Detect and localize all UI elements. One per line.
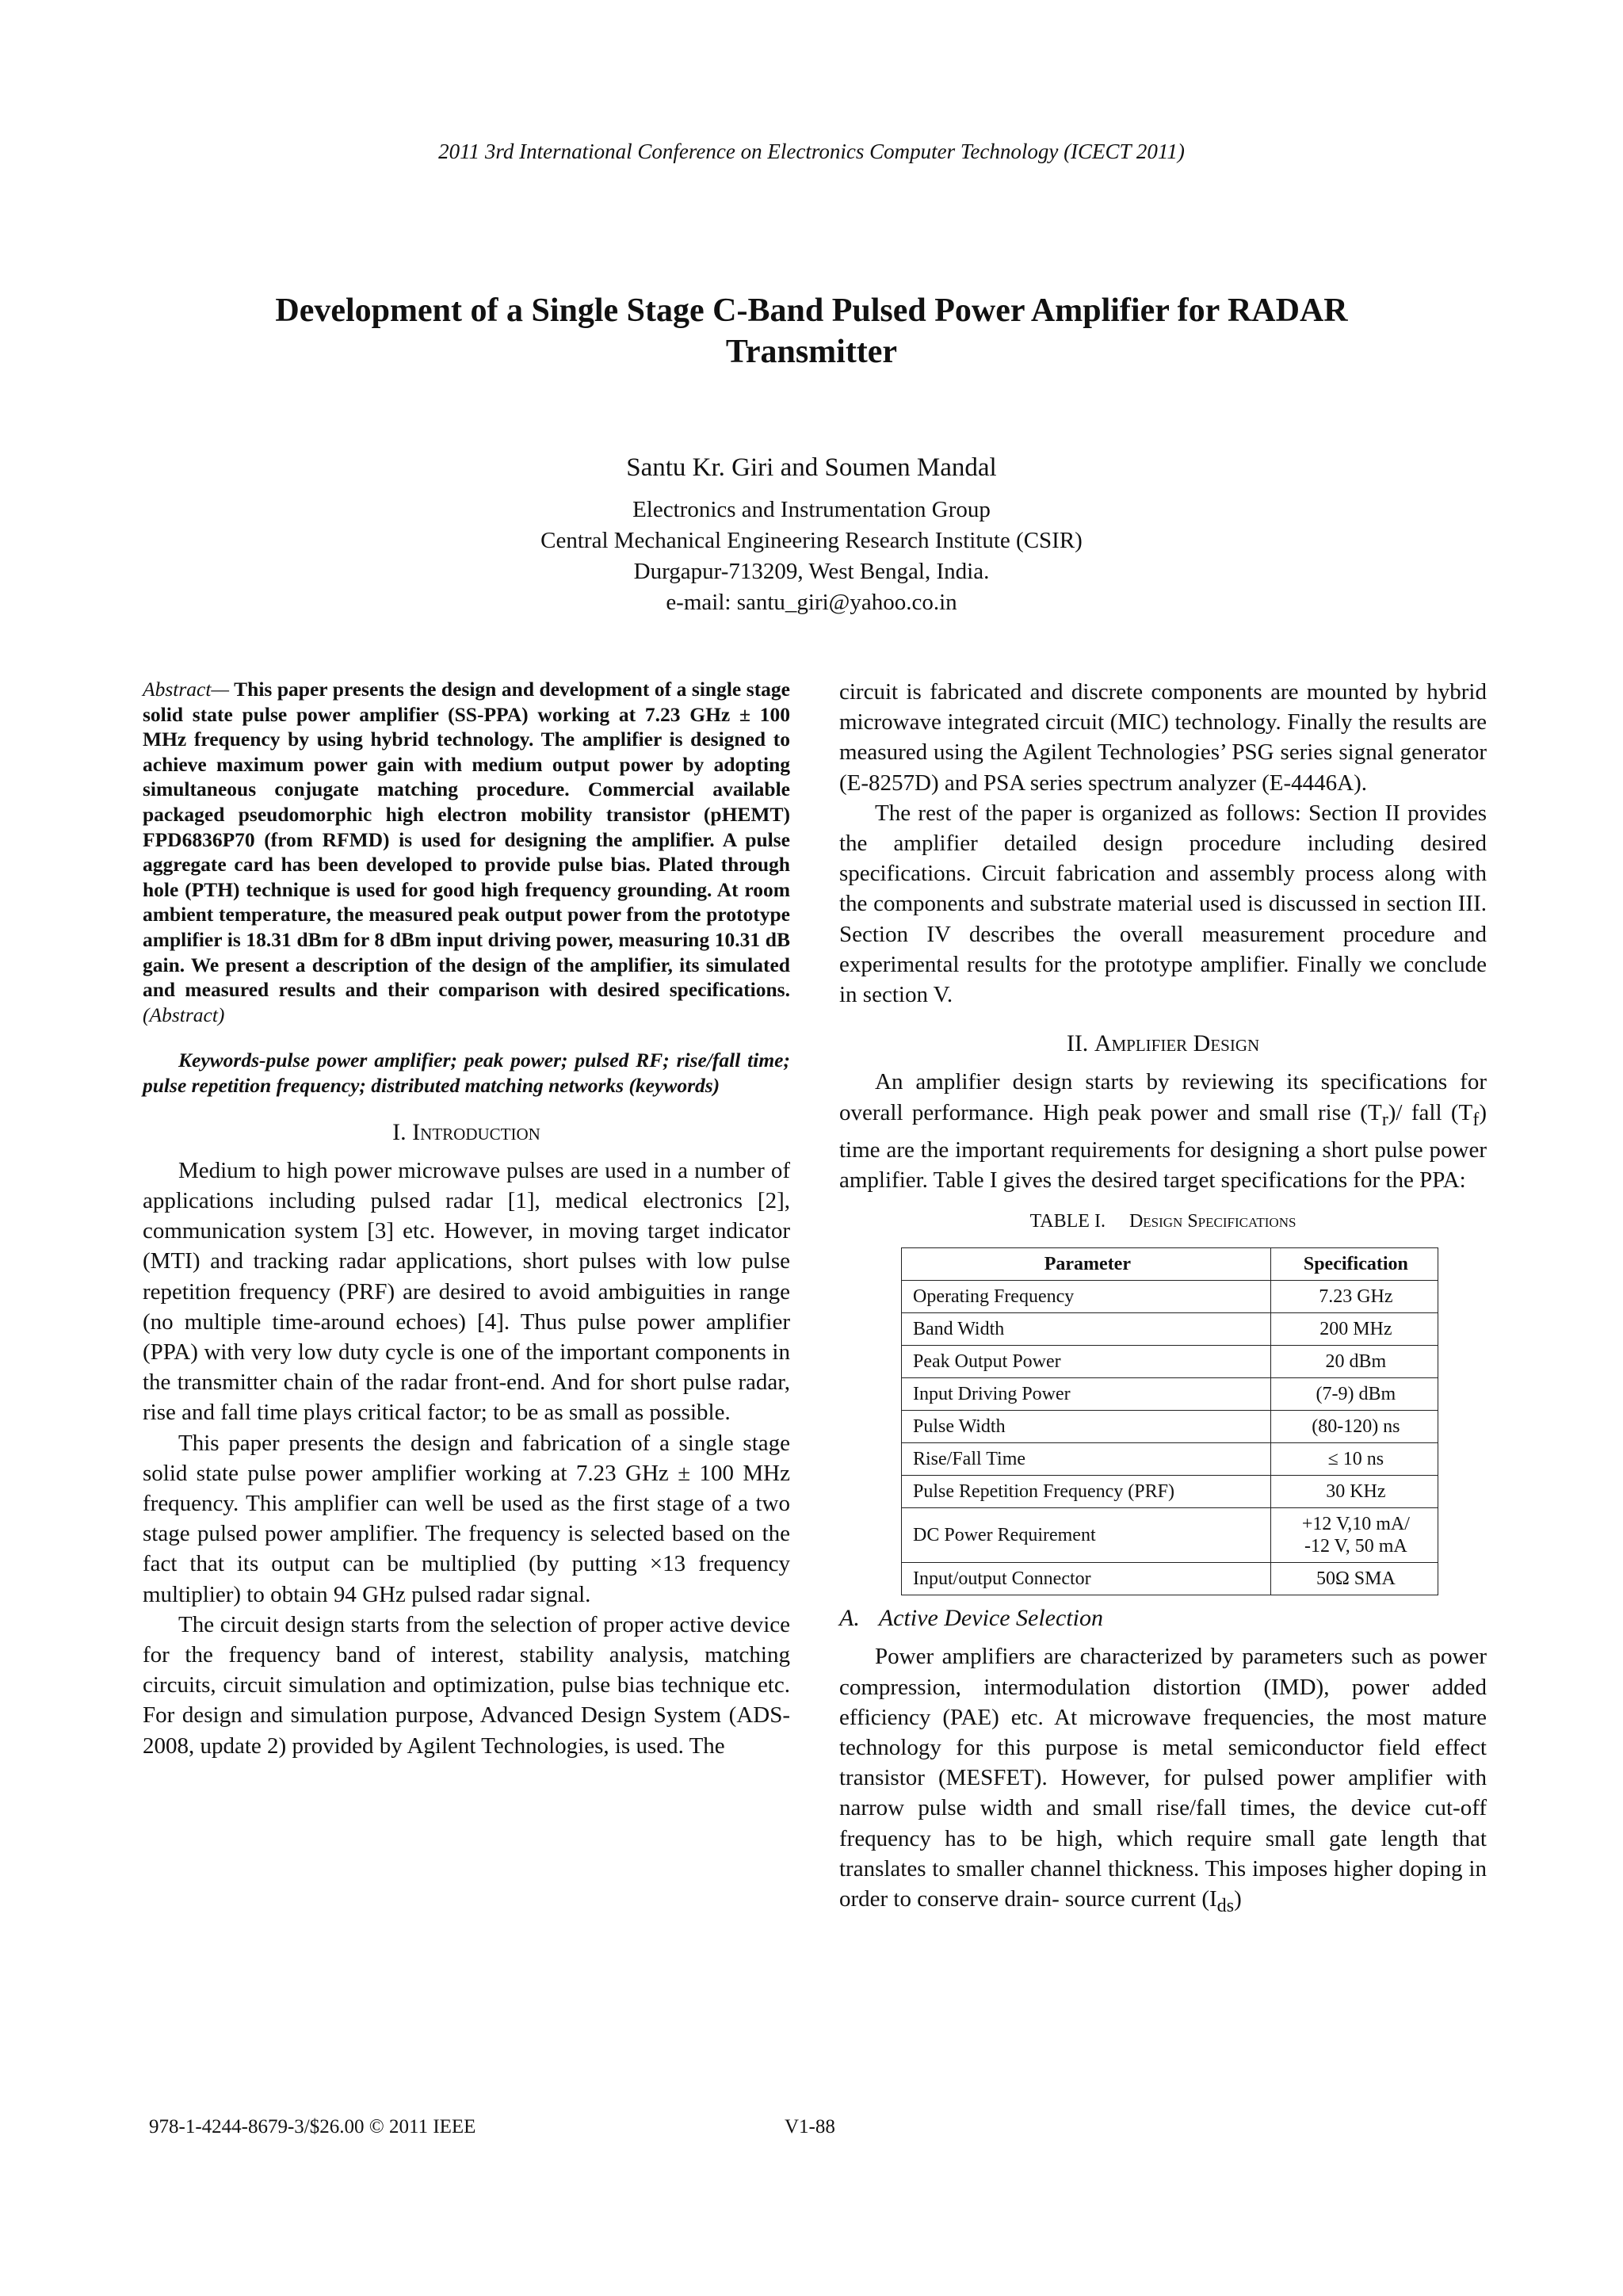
authors: Santu Kr. Giri and Soumen Mandal bbox=[626, 453, 997, 482]
paper-title bbox=[158, 290, 1465, 372]
table-cell: Band Width bbox=[902, 1313, 1271, 1346]
paper-organization: The rest of the paper is organized as follows: Section II provides the amplifier detailed design procedure including desired specifications. Circuit fabrication and assembly process along with the components and substrate material used is discussed in section III. Section IV describes the overall measurement procedure and experimental results for the prototype amplifier. Finally we conclude in section V. bbox=[839, 800, 1487, 1008]
intro-paragraph-3: The circuit design starts from the selection of proper active device for the frequency band of interest, stability analysis, matching circuits, circuit simulation and optimization, pulse bias technique etc. For design and simulation purpose, Advanced Design System (ADS-2008, update 2) provided by Agilent Technologies, is used. The bbox=[143, 1611, 790, 1759]
affiliation-address: Durgapur-713209, West Bengal, India. bbox=[633, 559, 990, 584]
section-number: II. bbox=[1066, 1030, 1089, 1057]
table-row bbox=[902, 1443, 1438, 1476]
table-row bbox=[902, 1378, 1438, 1411]
cell-line: +12 V,10 mA/ bbox=[1301, 1514, 1410, 1535]
table-row bbox=[902, 1313, 1438, 1346]
subscript-f: f bbox=[1472, 1108, 1480, 1130]
table-title: Design Specifications bbox=[1128, 1211, 1296, 1232]
table-row bbox=[902, 1476, 1438, 1508]
affiliation-group: Electronics and Instrumentation Group bbox=[632, 497, 991, 522]
intro-paragraph-2: This paper presents the design and fabrication of a single stage solid state pulse power amplifier working at 7.23 GHz ± 100 MHz frequency. This amplifier can well be used as the first stage of a two stage pulsed power amplifier. The frequency is selected based on the fact that its output can be multiplied (by putting ×13 frequency multiplier) to obtain 94 GHz pulsed radar signal. bbox=[143, 1430, 790, 1607]
text-run: ) time are the important requirements for designing a short pulse power amplifier. Table I gives the desired target specifications for the PPA: bbox=[839, 1099, 1487, 1193]
table-label: TABLE I. bbox=[1029, 1211, 1106, 1232]
cell-line: -12 V, 50 mA bbox=[1304, 1536, 1407, 1557]
subsection-title: Active Device Selection bbox=[878, 1605, 1103, 1632]
table-cell: DC Power Requirement bbox=[902, 1508, 1271, 1563]
title-line-2: Transmitter bbox=[725, 334, 898, 370]
table-cell: (80-120) ns bbox=[1270, 1411, 1438, 1443]
abstract bbox=[143, 677, 790, 1027]
design-specifications-table bbox=[901, 1247, 1438, 1595]
table-row bbox=[902, 1508, 1438, 1563]
table-cell: Pulse Repetition Frequency (PRF) bbox=[902, 1476, 1271, 1508]
text-run: Power amplifiers are characterized by parameters such as power compression, intermodulation distortion (IMD), power added efficiency (PAE) etc. At microwave frequencies, the most mature technology for this purpose is metal semiconductor field effect transistor (MESFET). However, for pulsed power amplifier with narrow pulse width and small rise/fall times, the device cut-off frequency has to be high, which require small gate length that translates to smaller channel thickness. This imposes higher doping in order to conserve drain- source current (I bbox=[839, 1644, 1487, 1912]
section-title: Amplifier Design bbox=[1094, 1030, 1260, 1057]
table-caption bbox=[839, 1206, 1487, 1236]
text-run: )/ fall (T bbox=[1388, 1099, 1473, 1125]
keywords: Keywords-pulse power amplifier; peak power; pulsed RF; rise/fall time; pulse repetition frequency; distributed matching networks (keywords) bbox=[143, 1049, 790, 1097]
subsection-number: A. bbox=[839, 1605, 860, 1632]
table-header-parameter: Parameter bbox=[902, 1248, 1271, 1281]
footer-page-number: V1-88 bbox=[785, 2116, 835, 2137]
design-intro-paragraph bbox=[839, 1067, 1487, 1195]
table-row bbox=[902, 1346, 1438, 1378]
table-cell bbox=[1270, 1508, 1438, 1563]
table-row bbox=[902, 1281, 1438, 1313]
table-cell: Peak Output Power bbox=[902, 1346, 1271, 1378]
table-cell: 30 KHz bbox=[1270, 1476, 1438, 1508]
section-heading-amplifier-design bbox=[839, 1029, 1487, 1059]
table-cell: (7-9) dBm bbox=[1270, 1378, 1438, 1411]
intro-continuation: circuit is fabricated and discrete components are mounted by hybrid microwave integrated circuit (MIC) technology. Finally the results are measured using the Agilent Technologies’ PSG series signal generator (E-8257D) and PSA series spectrum analyzer (E-4446A). bbox=[839, 679, 1487, 796]
title-line-1: Development of a Single Stage C-Band Pulsed Power Amplifier for RADAR bbox=[275, 292, 1348, 329]
text-run: ) bbox=[1234, 1886, 1242, 1912]
left-column bbox=[143, 677, 790, 1761]
subsection-heading-active-device bbox=[839, 1603, 1487, 1633]
table-row bbox=[902, 1411, 1438, 1443]
table-cell: Input/output Connector bbox=[902, 1563, 1271, 1595]
section-title: Introduction bbox=[412, 1118, 540, 1145]
section-number: I. bbox=[392, 1118, 407, 1145]
text-run: An amplifier design starts by reviewing its specifications for overall performance. High peak power and small rise (T bbox=[839, 1069, 1487, 1125]
abstract-tail: (Abstract) bbox=[143, 1003, 225, 1026]
section-heading-introduction bbox=[143, 1117, 790, 1148]
table-cell: ≤ 10 ns bbox=[1270, 1443, 1438, 1476]
table-cell: 7.23 GHz bbox=[1270, 1281, 1438, 1313]
intro-paragraph-1: Medium to high power microwave pulses are used in a number of applications including pulsed radar [1], medical electronics [2], communication system [3] etc. However, in moving target indicator (MTI) and tracking radar applications, short pulses with low pulse repetition frequency (PRF) are desired to avoid ambiguities in range (no multiple time-around echoes) [4]. Thus pulse power amplifier (PPA) with very low duty cycle is one of the important components in the transmitter chain of the radar front-end. And for short pulse radar, rise and fall time plays critical factor; to be as small as possible. bbox=[143, 1157, 790, 1426]
table-header-row bbox=[902, 1248, 1438, 1281]
right-column bbox=[839, 677, 1487, 1921]
table-cell: Operating Frequency bbox=[902, 1281, 1271, 1313]
table-cell: 50Ω SMA bbox=[1270, 1563, 1438, 1595]
table-cell: Input Driving Power bbox=[902, 1378, 1271, 1411]
footer-isbn: 978-1-4244-8679-3/$26.00 © 2011 IEEE bbox=[149, 2116, 476, 2137]
affiliation bbox=[0, 495, 1623, 618]
table-header-specification: Specification bbox=[1270, 1248, 1438, 1281]
affiliation-institute: Central Mechanical Engineering Research Institute (CSIR) bbox=[540, 528, 1083, 553]
abstract-lead: Abstract— bbox=[143, 678, 230, 701]
table-cell: Rise/Fall Time bbox=[902, 1443, 1271, 1476]
subscript-r: r bbox=[1381, 1108, 1388, 1130]
table-cell: 200 MHz bbox=[1270, 1313, 1438, 1346]
affiliation-email: e-mail: santu_giri@yahoo.co.in bbox=[666, 590, 957, 615]
active-device-paragraph bbox=[839, 1641, 1487, 1921]
table-cell: 20 dBm bbox=[1270, 1346, 1438, 1378]
conference-header: 2011 3rd International Conference on Electronics Computer Technology (ICECT 2011) bbox=[438, 139, 1185, 163]
subscript-ds: ds bbox=[1216, 1894, 1235, 1916]
abstract-body: This paper presents the design and development of a single stage solid state pulse power amplifier (SS-PPA) working at 7.23 GHz ± 100 MHz frequency by using hybrid technology. The amplifier is designed to achieve maximum power gain with medium output power by adopting simultaneous conjugate matching procedure. Commercial available packaged pseudomorphic high electron mobility transistor (pHEMT) FPD6836P70 (from RFMD) is used for designing the amplifier. A pulse aggregate card has been developed to provide pulse bias. Plated through hole (PTH) technique is used for good high frequency grounding. At room ambient temperature, the measured peak output power from the prototype amplifier is 18.31 dBm for 8 dBm input driving power, measuring 10.31 dB gain. We present a description of the design of the amplifier, its simulated and measured results and their comparison with desired specifications. bbox=[143, 678, 790, 1002]
table-row bbox=[902, 1563, 1438, 1595]
table-cell: Pulse Width bbox=[902, 1411, 1271, 1443]
